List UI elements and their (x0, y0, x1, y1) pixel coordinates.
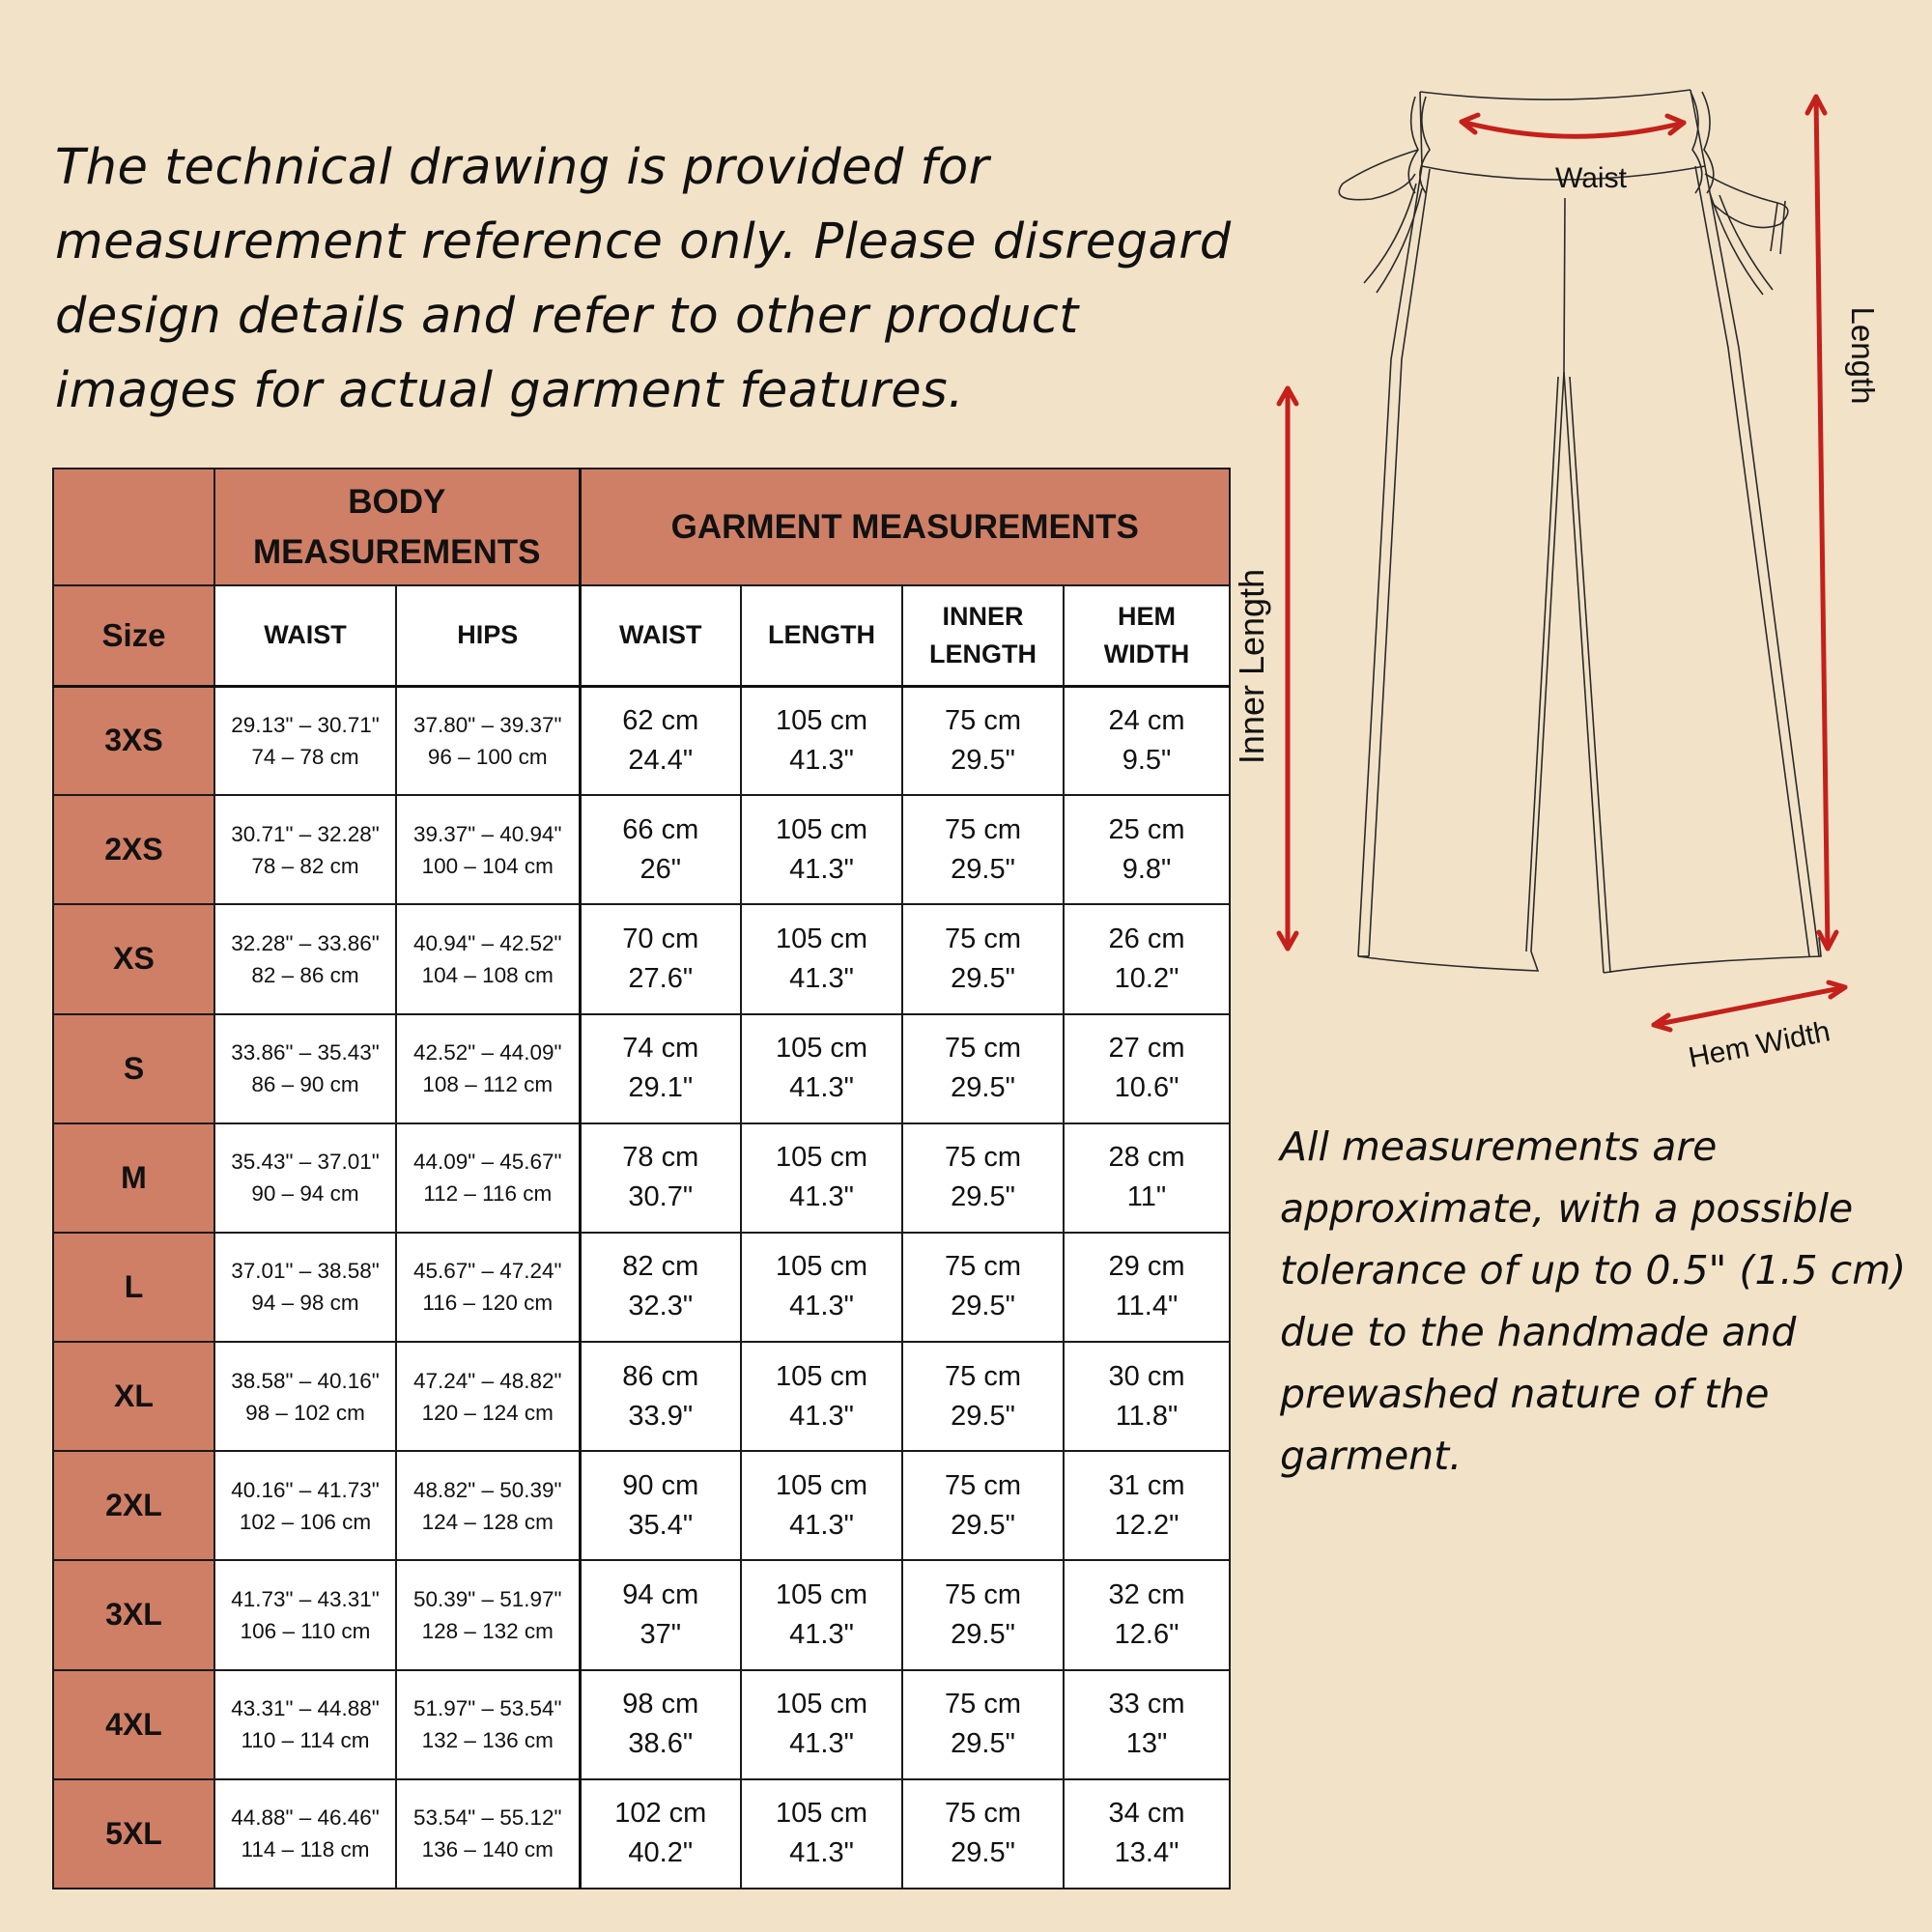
garment-length-cell-value: 41.3" (789, 1728, 854, 1760)
intro-line: The technical drawing is provided for (55, 139, 990, 196)
garment-length-cell-value: 105 cm (775, 1578, 868, 1610)
garment-inner-length-cell-value: 75 cm (945, 704, 1021, 736)
body-hips-cell-value: 128 – 132 cm (421, 1618, 554, 1643)
garment-length-cell (741, 904, 902, 1013)
garment-waist-cell-value: 38.6" (628, 1728, 694, 1760)
body-waist-cell-value: 114 – 118 cm (241, 1837, 370, 1862)
garment-inner-length-cell-value: 29.5" (951, 1291, 1015, 1322)
size-cell: 3XS (53, 686, 214, 795)
body-hips-cell-value: 44.09" – 45.67" (412, 1150, 562, 1175)
body-waist-cell (214, 1014, 396, 1123)
garment-length-cell (741, 1014, 902, 1123)
garment-length-cell (741, 686, 902, 795)
garment-inner-length-cell-value: 75 cm (945, 1798, 1021, 1830)
garment-inner-length-cell-value: 29.5" (951, 1072, 1015, 1104)
garment-hem-width-cell-value: 11" (1126, 1181, 1167, 1213)
garment-length-cell (741, 795, 902, 904)
size-cell: 3XL (53, 1560, 214, 1669)
intro-line: measurement reference only. Please disregard (55, 213, 1232, 270)
table-row (53, 686, 1230, 795)
waist-arrow-icon (1462, 115, 1684, 136)
garment-inner-length-cell-value: 75 cm (945, 1360, 1021, 1392)
garment-inner-length-cell-value: 75 cm (945, 1689, 1021, 1720)
garment-inner-length-cell-value: 29.5" (951, 744, 1015, 776)
body-waist-cell (214, 1779, 396, 1889)
garment-waist-cell (580, 1342, 741, 1451)
length-label: Length (1845, 306, 1881, 405)
body-hips-cell (396, 1233, 580, 1342)
garment-waist-cell-value: 24.4" (628, 744, 694, 776)
body-waist-header: WAIST (214, 585, 396, 686)
garment-waist-cell-value: 35.4" (628, 1509, 694, 1541)
table-row (53, 1233, 1230, 1342)
garment-hem-width-cell-value: 28 cm (1108, 1142, 1185, 1174)
garment-hem-width-cell (1064, 1014, 1230, 1123)
body-hips-cell-value: 42.52" – 44.09" (412, 1040, 562, 1065)
garment-length-cell-value: 105 cm (775, 813, 868, 845)
body-waist-cell-value: 90 – 94 cm (251, 1181, 359, 1207)
garment-inner-length-cell-value: 29.5" (951, 1509, 1015, 1541)
garment-hem-width-cell-value: 13.4" (1114, 1837, 1179, 1869)
garment-waist-cell-value: 66 cm (622, 813, 699, 845)
garment-waist-cell-value: 70 cm (622, 923, 699, 954)
inner-length-arrow-icon (1279, 388, 1296, 949)
garment-waist-cell-value: 62 cm (622, 704, 699, 736)
garment-length-cell-value: 105 cm (775, 1469, 868, 1501)
garment-length-cell-value: 105 cm (775, 1251, 868, 1283)
body-waist-cell-value: 44.88" – 46.46" (231, 1805, 380, 1831)
garment-waist-cell-value: 98 cm (622, 1689, 699, 1720)
garment-inner-length-cell (902, 686, 1064, 795)
body-hips-cell-value: 96 – 100 cm (427, 744, 548, 769)
table-row (53, 904, 1230, 1013)
garment-waist-cell (580, 1451, 741, 1560)
body-waist-cell (214, 1670, 396, 1779)
intro-text (55, 130, 1232, 428)
garment-inner-length-cell (902, 795, 1064, 904)
pants-outline (1339, 90, 1821, 973)
garment-inner-length-cell (902, 1123, 1064, 1233)
garment-waist-cell-value: 94 cm (622, 1578, 699, 1610)
body-hips-cell (396, 795, 580, 904)
garment-hem-width-cell-value: 30 cm (1108, 1360, 1185, 1392)
body-waist-cell-value: 82 – 86 cm (251, 962, 359, 987)
size-cell: 5XL (53, 1779, 214, 1889)
table-row (53, 1123, 1230, 1233)
body-waist-cell (214, 904, 396, 1013)
table-row (53, 1560, 1230, 1669)
table-row (53, 1451, 1230, 1560)
body-waist-cell-value: 37.01" – 38.58" (231, 1259, 380, 1284)
note-line: tolerance of up to 0.5" (1.5 cm) (1280, 1247, 1907, 1293)
size-cell: XL (53, 1342, 214, 1451)
garment-inner-length-cell-value: 75 cm (945, 1251, 1021, 1283)
garment-waist-cell (580, 1670, 741, 1779)
body-hips-cell-value: 136 – 140 cm (421, 1837, 554, 1862)
body-waist-cell (214, 686, 396, 795)
garment-waist-cell (580, 795, 741, 904)
garment-hem-width-cell-value: 9.8" (1122, 853, 1172, 885)
body-waist-cell-value: 86 – 90 cm (251, 1072, 359, 1097)
body-hips-cell (396, 686, 580, 795)
body-hips-cell-value: 120 – 124 cm (421, 1400, 554, 1425)
garment-waist-cell-value: 78 cm (622, 1142, 699, 1174)
body-waist-cell (214, 1233, 396, 1342)
garment-hem-width-cell-value: 26 cm (1108, 923, 1185, 954)
garment-length-cell (741, 1233, 902, 1342)
body-hips-cell-value: 53.54" – 55.12" (412, 1805, 562, 1831)
size-column-header: Size (53, 585, 214, 686)
garment-hem-width-cell (1064, 904, 1230, 1013)
garment-hem-width-cell-value: 27 cm (1108, 1033, 1185, 1065)
garment-hem-width-header: HEM WIDTH (1064, 585, 1230, 686)
garment-inner-length-cell-value: 75 cm (945, 813, 1021, 845)
size-cell: L (53, 1233, 214, 1342)
body-waist-cell-value: 43.31" – 44.88" (231, 1696, 380, 1721)
garment-inner-length-cell-value: 29.5" (951, 962, 1015, 994)
body-waist-cell-value: 98 – 102 cm (245, 1400, 365, 1425)
body-waist-cell (214, 1451, 396, 1560)
body-hips-cell (396, 1560, 580, 1669)
garment-hem-width-cell-value: 32 cm (1108, 1578, 1185, 1610)
garment-length-cell (741, 1560, 902, 1669)
garment-length-cell (741, 1451, 902, 1560)
garment-hem-width-cell-value: 12.2" (1114, 1509, 1179, 1541)
body-hips-cell-value: 108 – 112 cm (422, 1072, 554, 1097)
garment-length-cell-value: 105 cm (775, 704, 868, 736)
garment-length-cell-value: 41.3" (789, 1509, 854, 1541)
garment-length-cell-value: 41.3" (789, 744, 854, 776)
body-hips-cell-value: 48.82" – 50.39" (412, 1477, 562, 1502)
garment-hem-width-cell-value: 9.5" (1122, 744, 1172, 776)
note-line: due to the handmade and (1280, 1309, 1797, 1355)
garment-length-cell (741, 1123, 902, 1233)
garment-hem-width-cell (1064, 1342, 1230, 1451)
garment-inner-length-cell-value: 29.5" (951, 853, 1015, 885)
garment-length-header: LENGTH (741, 585, 902, 686)
garment-waist-cell-value: 102 cm (614, 1798, 707, 1830)
garment-waist-cell-value: 40.2" (628, 1837, 694, 1869)
garment-inner-length-cell-value: 75 cm (945, 923, 1021, 954)
table-row (53, 1342, 1230, 1451)
garment-inner-length-cell (902, 1451, 1064, 1560)
body-waist-cell-value: 74 – 78 cm (251, 744, 359, 769)
intro-line: images for actual garment features. (55, 362, 964, 419)
garment-inner-length-cell-value: 29.5" (951, 1728, 1015, 1760)
garment-length-cell-value: 41.3" (789, 1837, 854, 1869)
garment-length-cell-value: 41.3" (789, 962, 854, 994)
garment-length-cell (741, 1342, 902, 1451)
garment-inner-length-cell (902, 1779, 1064, 1889)
garment-inner-length-cell (902, 1560, 1064, 1669)
table-corner (53, 469, 214, 585)
body-waist-cell-value: 41.73" – 43.31" (231, 1586, 380, 1611)
body-waist-cell-value: 78 – 82 cm (251, 853, 359, 878)
garment-hem-width-cell-value: 25 cm (1108, 813, 1185, 845)
table-row (53, 1014, 1230, 1123)
garment-inner-length-cell-value: 75 cm (945, 1578, 1021, 1610)
garment-waist-cell-value: 86 cm (622, 1360, 699, 1392)
body-waist-cell-value: 33.86" – 35.43" (231, 1040, 380, 1065)
waist-label: Waist (1555, 162, 1627, 194)
garment-hem-width-cell-value: 11.8" (1115, 1400, 1179, 1432)
garment-waist-cell (580, 1560, 741, 1669)
table-row (53, 1779, 1230, 1889)
garment-inner-length-cell-value: 29.5" (951, 1400, 1015, 1432)
body-hips-header: HIPS (396, 585, 580, 686)
body-waist-cell-value: 110 – 114 cm (241, 1728, 370, 1753)
body-hips-cell (396, 1342, 580, 1451)
body-hips-cell-value: 39.37" – 40.94" (412, 821, 562, 846)
garment-hem-width-cell (1064, 1779, 1230, 1889)
garment-hem-width-cell-value: 12.6" (1114, 1618, 1179, 1650)
garment-inner-length-cell (902, 904, 1064, 1013)
garment-hem-width-cell-value: 13" (1125, 1728, 1168, 1760)
garment-inner-length-cell-value: 75 cm (945, 1142, 1021, 1174)
length-arrow-icon (1807, 97, 1836, 949)
body-waist-cell-value: 29.13" – 30.71" (231, 712, 380, 737)
garment-length-cell-value: 41.3" (789, 1291, 854, 1322)
intro-line: design details and refer to other product (55, 288, 1079, 345)
garment-waist-cell (580, 904, 741, 1013)
garment-waist-cell-value: 27.6" (628, 962, 694, 994)
body-waist-cell-value: 35.43" – 37.01" (231, 1150, 380, 1175)
garment-length-cell (741, 1779, 902, 1889)
body-waist-cell-value: 94 – 98 cm (251, 1291, 359, 1316)
body-waist-cell-value: 106 – 110 cm (240, 1618, 371, 1643)
garment-waist-cell-value: 90 cm (622, 1469, 699, 1501)
body-hips-cell (396, 1014, 580, 1123)
hem-width-label: Hem Width (1686, 1015, 1833, 1075)
body-waist-cell-value: 102 – 106 cm (239, 1509, 372, 1534)
garment-length-cell-value: 105 cm (775, 1142, 868, 1174)
note-line: approximate, with a possible (1280, 1185, 1854, 1232)
garment-length-cell-value: 105 cm (775, 1689, 868, 1720)
garment-waist-cell (580, 1123, 741, 1233)
garment-length-cell-value: 41.3" (789, 853, 854, 885)
garment-inner-length-cell-value: 29.5" (951, 1181, 1015, 1213)
body-hips-cell-value: 37.80" – 39.37" (412, 712, 562, 737)
garment-hem-width-cell (1064, 1670, 1230, 1779)
body-hips-cell-value: 100 – 104 cm (421, 853, 554, 878)
garment-waist-cell-value: 32.3" (628, 1291, 694, 1322)
garment-waist-cell-value: 26" (639, 853, 682, 885)
garment-hem-width-cell-value: 11.4" (1115, 1291, 1179, 1322)
body-hips-cell-value: 40.94" – 42.52" (412, 930, 562, 955)
garment-hem-width-cell-value: 29 cm (1108, 1251, 1185, 1283)
garment-waist-cell-value: 37" (639, 1618, 682, 1650)
garment-inner-length-cell (902, 1233, 1064, 1342)
body-waist-cell-value: 38.58" – 40.16" (231, 1368, 380, 1393)
note-line: garment. (1280, 1433, 1463, 1479)
garment-waist-cell (580, 1779, 741, 1889)
note-line: All measurements are (1280, 1123, 1718, 1170)
body-hips-cell-value: 50.39" – 51.97" (412, 1586, 562, 1611)
table-row (53, 1670, 1230, 1779)
body-hips-cell-value: 45.67" – 47.24" (412, 1259, 562, 1284)
body-waist-cell (214, 1560, 396, 1669)
inner-length-label: Inner Length (1232, 568, 1271, 765)
size-chart-table (52, 468, 1231, 1889)
garment-hem-width-cell-value: 34 cm (1108, 1798, 1185, 1830)
tolerance-note (1280, 1116, 1918, 1487)
garment-waist-cell (580, 1014, 741, 1123)
garment-waist-cell (580, 686, 741, 795)
garment-hem-width-cell-value: 24 cm (1108, 704, 1185, 736)
garment-length-cell-value: 105 cm (775, 1798, 868, 1830)
table-body (53, 686, 1230, 1889)
garment-inner-length-header: INNER LENGTH (902, 585, 1064, 686)
garment-hem-width-cell-value: 31 cm (1108, 1469, 1185, 1501)
table-row (53, 795, 1230, 904)
body-waist-cell-value: 40.16" – 41.73" (231, 1477, 380, 1502)
garment-hem-width-cell (1064, 1233, 1230, 1342)
body-hips-cell-value: 104 – 108 cm (421, 962, 554, 987)
size-cell: 4XL (53, 1670, 214, 1779)
garment-length-cell-value: 105 cm (775, 1360, 868, 1392)
garment-hem-width-cell-value: 10.2" (1114, 962, 1179, 994)
body-measurements-header: BODY MEASUREMENTS (214, 469, 580, 585)
body-hips-cell-value: 116 – 120 cm (422, 1291, 554, 1316)
garment-inner-length-cell-value: 29.5" (951, 1618, 1015, 1650)
garment-hem-width-cell (1064, 1451, 1230, 1560)
garment-inner-length-cell (902, 1014, 1064, 1123)
garment-length-cell (741, 1670, 902, 1779)
garment-waist-cell-value: 74 cm (622, 1033, 699, 1065)
size-cell: S (53, 1014, 214, 1123)
garment-inner-length-cell (902, 1670, 1064, 1779)
body-waist-cell-value: 32.28" – 33.86" (231, 930, 380, 955)
body-waist-cell (214, 1123, 396, 1233)
garment-length-cell-value: 41.3" (789, 1618, 854, 1650)
body-hips-cell-value: 47.24" – 48.82" (412, 1368, 562, 1393)
size-cell: XS (53, 904, 214, 1013)
garment-length-cell-value: 105 cm (775, 923, 868, 954)
garment-waist-cell-value: 29.1" (628, 1072, 694, 1104)
garment-hem-width-cell (1064, 686, 1230, 795)
size-cell: M (53, 1123, 214, 1233)
body-hips-cell-value: 112 – 116 cm (423, 1181, 553, 1207)
garment-hem-width-cell-value: 33 cm (1108, 1689, 1185, 1720)
body-hips-cell (396, 1779, 580, 1889)
garment-hem-width-cell-value: 10.6" (1114, 1072, 1179, 1104)
body-hips-cell (396, 1670, 580, 1779)
garment-inner-length-cell-value: 75 cm (945, 1033, 1021, 1065)
garment-length-cell-value: 41.3" (789, 1400, 854, 1432)
body-waist-cell (214, 1342, 396, 1451)
garment-hem-width-cell (1064, 1560, 1230, 1669)
garment-waist-cell-value: 82 cm (622, 1251, 699, 1283)
garment-measurements-header: GARMENT MEASUREMENTS (580, 469, 1230, 585)
body-hips-cell-value: 132 – 136 cm (421, 1728, 554, 1753)
pants-technical-drawing (1232, 58, 1881, 1082)
size-cell: 2XS (53, 795, 214, 904)
garment-length-cell-value: 41.3" (789, 1072, 854, 1104)
note-line: prewashed nature of the (1280, 1371, 1770, 1417)
garment-hem-width-cell (1064, 795, 1230, 904)
garment-waist-cell-value: 33.9" (628, 1400, 694, 1432)
garment-waist-cell (580, 1233, 741, 1342)
garment-inner-length-cell-value: 75 cm (945, 1469, 1021, 1501)
body-hips-cell (396, 1123, 580, 1233)
body-waist-cell (214, 795, 396, 904)
garment-inner-length-cell (902, 1342, 1064, 1451)
garment-inner-length-cell-value: 29.5" (951, 1837, 1015, 1869)
garment-length-cell-value: 105 cm (775, 1033, 868, 1065)
body-waist-cell-value: 30.71" – 32.28" (231, 821, 380, 846)
garment-waist-cell-value: 30.7" (628, 1181, 694, 1213)
garment-hem-width-cell (1064, 1123, 1230, 1233)
body-hips-cell-value: 124 – 128 cm (421, 1509, 554, 1534)
body-hips-cell (396, 904, 580, 1013)
garment-length-cell-value: 41.3" (789, 1181, 854, 1213)
body-hips-cell (396, 1451, 580, 1560)
size-cell: 2XL (53, 1451, 214, 1560)
body-hips-cell-value: 51.97" – 53.54" (412, 1696, 562, 1721)
garment-waist-header: WAIST (580, 585, 741, 686)
